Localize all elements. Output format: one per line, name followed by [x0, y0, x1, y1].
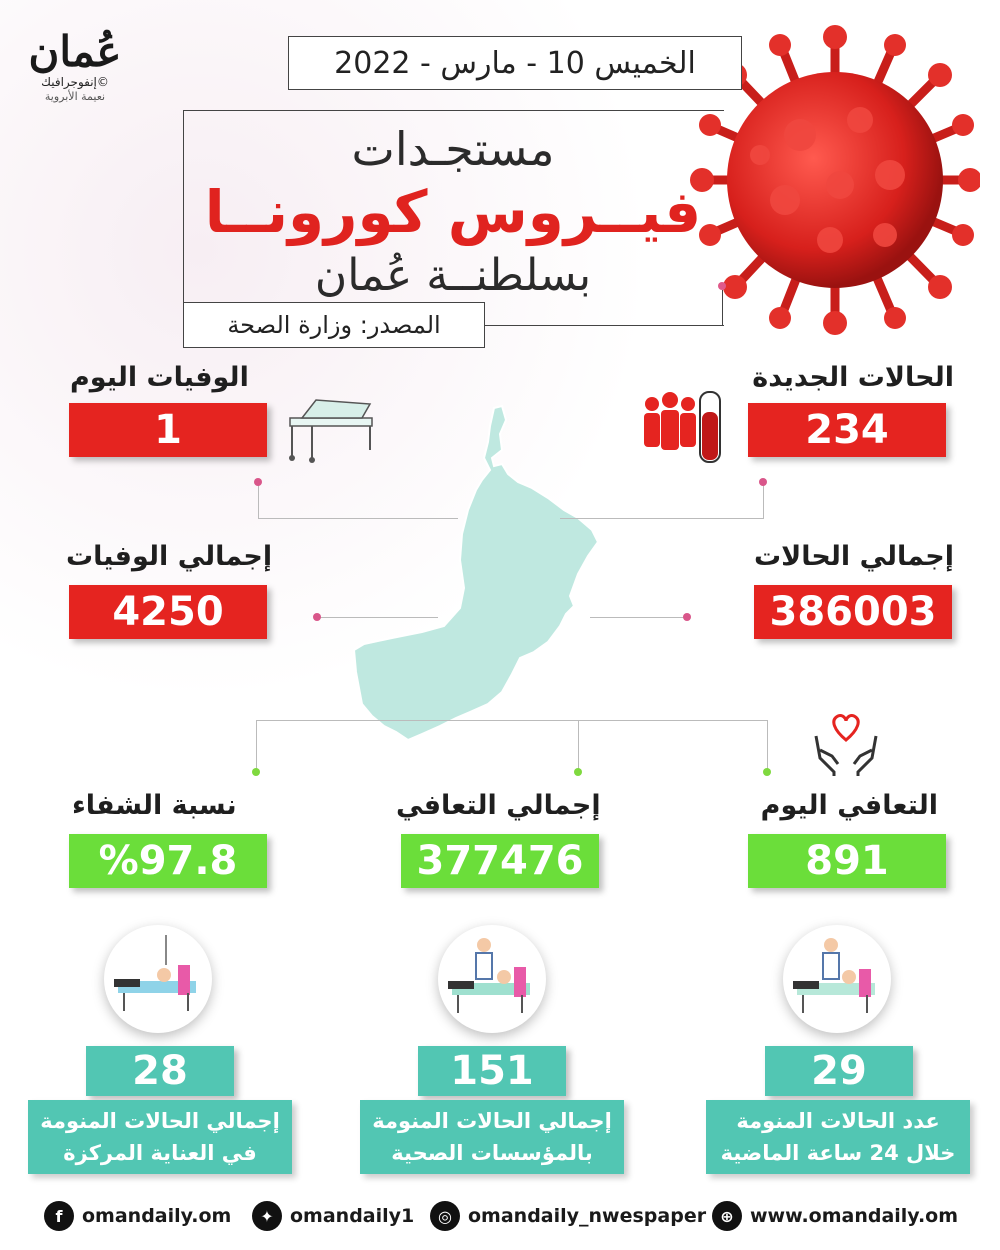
connector-line: [560, 518, 764, 519]
facilities-caption-line2: بالمؤسسات الصحية: [391, 1141, 593, 1165]
total-cases-label: إجمالي الحالات: [753, 541, 954, 572]
logo-mark: عُمان: [28, 27, 122, 76]
total-recovered-value: 377476: [401, 834, 599, 888]
connector-dot: [759, 478, 767, 486]
connector-line: [590, 617, 685, 618]
title-line2: فيــروس كورونــا: [204, 178, 702, 246]
connector-dot: [313, 613, 321, 621]
connector-dot: [254, 478, 262, 486]
connector-dot: [252, 768, 260, 776]
icu-illustration: [104, 925, 212, 1033]
source-connector-vertical: [722, 290, 723, 325]
date-text: الخميس 10 - مارس - 2022: [334, 45, 696, 81]
icu-bed-icon: [104, 925, 212, 1033]
twitter-handle: omandaily1: [290, 1205, 415, 1227]
recovered-today-label: التعافي اليوم: [760, 790, 938, 821]
instagram-handle: omandaily_nwespaper: [468, 1205, 707, 1227]
total-recovered-label: إجمالي التعافي: [396, 790, 601, 821]
source-text: المصدر: وزارة الصحة: [227, 311, 441, 339]
connector-line: [767, 720, 768, 770]
instagram-icon: ◎: [430, 1201, 460, 1231]
people-blood-icon: [638, 388, 728, 468]
logo-line1: إنفوجرافيك©: [41, 75, 109, 89]
new-cases-label: الحالات الجديدة: [752, 362, 954, 393]
patient-doctor-icon: [438, 925, 546, 1033]
total-deaths-value: 4250: [69, 585, 267, 639]
facilities-caption-line1: إجمالي الحالات المنومة: [372, 1109, 612, 1133]
total-deaths-label: إجمالي الوفيات: [66, 541, 273, 572]
last24h-illustration: [783, 925, 891, 1033]
connector-line: [256, 720, 257, 770]
title-line1: مستجـدات: [351, 122, 555, 176]
connector-dot: [763, 768, 771, 776]
brand-logo: [20, 27, 130, 104]
icu-caption-line2: في العناية المركزة: [63, 1141, 257, 1165]
footer-website[interactable]: [712, 1200, 958, 1232]
oman-map-icon: [352, 400, 622, 745]
facebook-handle: omandaily.om: [82, 1205, 232, 1227]
facilities-caption: [360, 1100, 624, 1174]
last24h-caption-line2: خلال 24 ساعة الماضية: [720, 1141, 956, 1165]
connector-line: [318, 617, 438, 618]
connector-dot: [683, 613, 691, 621]
deaths-today-label: الوفيات اليوم: [70, 362, 249, 393]
source-connector: [484, 325, 724, 326]
hospital-bed-icon: [282, 392, 380, 464]
footer-twitter[interactable]: [252, 1200, 414, 1232]
last24h-caption: [706, 1100, 970, 1174]
title-line3: بسلطنــة عُمان: [314, 250, 592, 301]
icu-value: 28: [86, 1046, 234, 1096]
connector-line: [256, 720, 768, 721]
connector-dot: [718, 282, 726, 290]
heart-hands-icon: [810, 706, 882, 778]
facilities-value: 151: [418, 1046, 566, 1096]
recovered-today-value: 891: [748, 834, 946, 888]
total-cases-value: 386003: [754, 585, 952, 639]
connector-line: [578, 720, 579, 770]
deaths-today-value: 1: [69, 403, 267, 457]
twitter-icon: ✦: [252, 1201, 282, 1231]
last24h-caption-line1: عدد الحالات المنومة: [736, 1109, 940, 1133]
icu-caption: [28, 1100, 292, 1174]
date-box: [288, 36, 742, 90]
new-cases-value: 234: [748, 403, 946, 457]
facebook-icon: f: [44, 1201, 74, 1231]
globe-icon: ⊕: [712, 1201, 742, 1231]
connector-dot: [574, 768, 582, 776]
icu-caption-line1: إجمالي الحالات المنومة: [40, 1109, 280, 1133]
last24h-value: 29: [765, 1046, 913, 1096]
source-box: [183, 302, 485, 348]
facilities-illustration: [438, 925, 546, 1033]
footer-instagram[interactable]: [430, 1200, 706, 1232]
footer-facebook[interactable]: [44, 1200, 231, 1232]
connector-line: [258, 484, 259, 518]
patient-nurse-icon: [783, 925, 891, 1033]
connector-line: [763, 484, 764, 518]
recovery-rate-value: %97.8: [69, 834, 267, 888]
website-url: www.omandaily.om: [750, 1205, 959, 1227]
recovery-rate-label: نسبة الشفاء: [72, 790, 237, 821]
connector-line: [258, 518, 458, 519]
logo-line2: نعيمة الأبروية: [44, 90, 106, 103]
